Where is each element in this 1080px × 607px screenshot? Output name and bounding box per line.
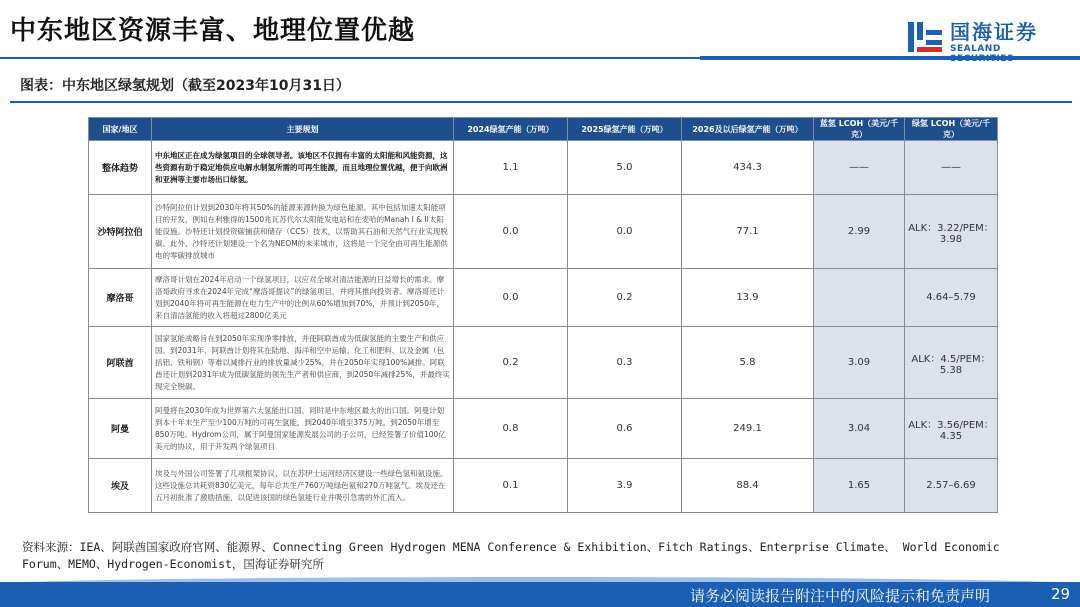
table-row: [89, 327, 998, 399]
col-header-blue-lcoh: 蓝氢 LCOH（美元/千克）: [814, 118, 905, 141]
figure-caption: 图表：中东地区绿氢规划（截至2023年10月31日）: [20, 78, 350, 94]
row-cap2026: 88.4: [682, 459, 814, 513]
sealand-logo-icon: [908, 18, 944, 56]
row-cap2025: 5.0: [568, 141, 682, 195]
col-header-cap2024: 2024绿氢产能（万吨）: [454, 118, 568, 141]
row-blue-lcoh: 3.04: [814, 399, 905, 459]
col-header-country: 国家/地区: [89, 118, 152, 141]
row-blue-lcoh: 1.65: [814, 459, 905, 513]
row-cap2026: 77.1: [682, 195, 814, 269]
table-row: [89, 195, 998, 269]
footer-disclaimer: 请务必阅读报告附注中的风险提示和免责声明: [690, 587, 991, 605]
row-cap2025: 0.0: [568, 195, 682, 269]
row-cap2024: 1.1: [454, 141, 568, 195]
row-country: 沙特阿拉伯: [89, 195, 152, 269]
table-row: [89, 399, 998, 459]
row-green-lcoh: ALK：3.22/PEM：3.98: [905, 195, 998, 269]
source-note: 资料来源：IEA、阿联酋国家政府官网、能源界、Connecting Green Hydrogen MENA Conference & Exhibition、Fitch Ratings、Enterprise Climate、 World Economic Forum、MEMO、Hydrogen-Economist，国海证券研究所: [22, 540, 1000, 571]
row-cap2024: 0.1: [454, 459, 568, 513]
col-header-cap2026: 2026及以后绿氢产能（万吨）: [682, 118, 814, 141]
row-country: 阿曼: [89, 399, 152, 459]
table-row: [89, 269, 998, 327]
row-country: 摩洛哥: [89, 269, 152, 327]
row-blue-lcoh: ——: [814, 141, 905, 195]
row-cap2024: 0.8: [454, 399, 568, 459]
row-green-lcoh: ALK：3.56/PEM：4.35: [905, 399, 998, 459]
row-plan: 中东地区正在成为绿氢项目的全球领导者。该地区不仅拥有丰富的太阳能和风能资源，这些资源有助于稳定地供应电解水制氢所需的可再生能源，而且地理位置优越，便于向欧洲和亚洲等主要市场出口绿氢。: [152, 141, 454, 195]
table-row: [89, 141, 998, 195]
col-header-green-lcoh: 绿氢 LCOH（美元/千克）: [905, 118, 998, 141]
table-row: [89, 459, 998, 513]
row-green-lcoh: 2.57–6.69: [905, 459, 998, 513]
logo-text-cn: 国海证券: [950, 20, 1038, 44]
col-header-plan: 主要规划: [152, 118, 454, 141]
row-green-lcoh: ALK：4.5/PEM：5.38: [905, 327, 998, 399]
row-cap2026: 13.9: [682, 269, 814, 327]
row-green-lcoh: ——: [905, 141, 998, 195]
row-plan: 国家氢能战略旨在到2050年实现净零排放，并使阿联酋成为低碳氢能的主要生产和供应国。到2031年，阿联酋计划将其在陆地、海洋和空中运输、化工和肥料、以及金属（包括铝、铁和钢）等难以减排行业的排放量减少25%，并在2050年实现100%减排。阿联酋还计划到2031年成为低碳氢能的领先生产者和供应商，到2050年减排25%，并最终实现完全脱碳。: [152, 327, 454, 399]
logo-text-en: SEALAND: [950, 44, 1001, 54]
row-plan: 阿曼将在2030年成为世界第六大氢能出口国，同时是中东地区最大的出口国。阿曼计划到本十年末生产至少100万吨的可再生氢能，到2040年增至375万吨，到2050年增至850万吨。Hydrom公司，属于阿曼国家能源发展公司的子公司，已经签署了价值100亿美元的协议，用于开发两个绿氢项目: [152, 399, 454, 459]
row-cap2026: 434.3: [682, 141, 814, 195]
hydrogen-plan-table: [88, 117, 998, 513]
row-cap2026: 5.8: [682, 327, 814, 399]
row-cap2025: 0.2: [568, 269, 682, 327]
row-cap2025: 0.6: [568, 399, 682, 459]
col-header-cap2025: 2025绿氢产能（万吨）: [568, 118, 682, 141]
row-country: 整体趋势: [89, 141, 152, 195]
row-cap2026: 249.1: [682, 399, 814, 459]
row-cap2025: 3.9: [568, 459, 682, 513]
row-country: 阿联酋: [89, 327, 152, 399]
page-number: 29: [1051, 585, 1071, 603]
row-plan: 沙特阿拉伯计划到2030年将其50%的能源来源转换为绿色能源。其中包括加速太阳能项目的开发，例如在利雅得的1500兆瓦苏代尔太阳能发电站和在麦哈的Manah I & II太阳能设施。沙特还计划投资碳捕获和储存（CCS）技术，以帮助其石油和天然气行业实现脱碳。此外，沙特还计划建设一个名为NEOM的未来城市，这将是一个完全由可再生能源供电的零碳排放城市: [152, 195, 454, 269]
row-cap2024: 0.0: [454, 269, 568, 327]
row-country: 埃及: [89, 459, 152, 513]
row-blue-lcoh: [814, 269, 905, 327]
row-plan: 埃及与外国公司签署了几项框架协议，以在苏伊士运河经济区建设一些绿色氢和氨设施。这些设施总共耗资830亿美元，每年总共生产760万吨绿色氨和270万吨氢气。埃及还在五月初批准了激励措施，以促进该国的绿色氢能行业并吸引急需的外汇流入。: [152, 459, 454, 513]
row-cap2024: 0.0: [454, 195, 568, 269]
page-title: 中东地区资源丰富、地理位置优越: [10, 16, 416, 46]
row-cap2025: 0.3: [568, 327, 682, 399]
row-cap2024: 0.2: [454, 327, 568, 399]
row-plan: 摩洛哥计划在2024年启动一个绿氢项目，以应对全球对清洁能源的日益增长的需求。摩洛哥政府寻求在2024年完成“摩洛哥提议”的绿氢项目，并将其推向投资者。摩洛哥还计划到2040年将可再生能源在电力生产中的比例从60%增加到70%，并预计到2050年，来自清洁氢能的收入将超过2800亿美元: [152, 269, 454, 327]
row-blue-lcoh: 2.99: [814, 195, 905, 269]
header-divider-accent: [700, 56, 1080, 60]
row-blue-lcoh: 3.09: [814, 327, 905, 399]
row-green-lcoh: 4.64–5.79: [905, 269, 998, 327]
table-header-row: [89, 118, 998, 141]
caption-divider: [10, 101, 1072, 103]
